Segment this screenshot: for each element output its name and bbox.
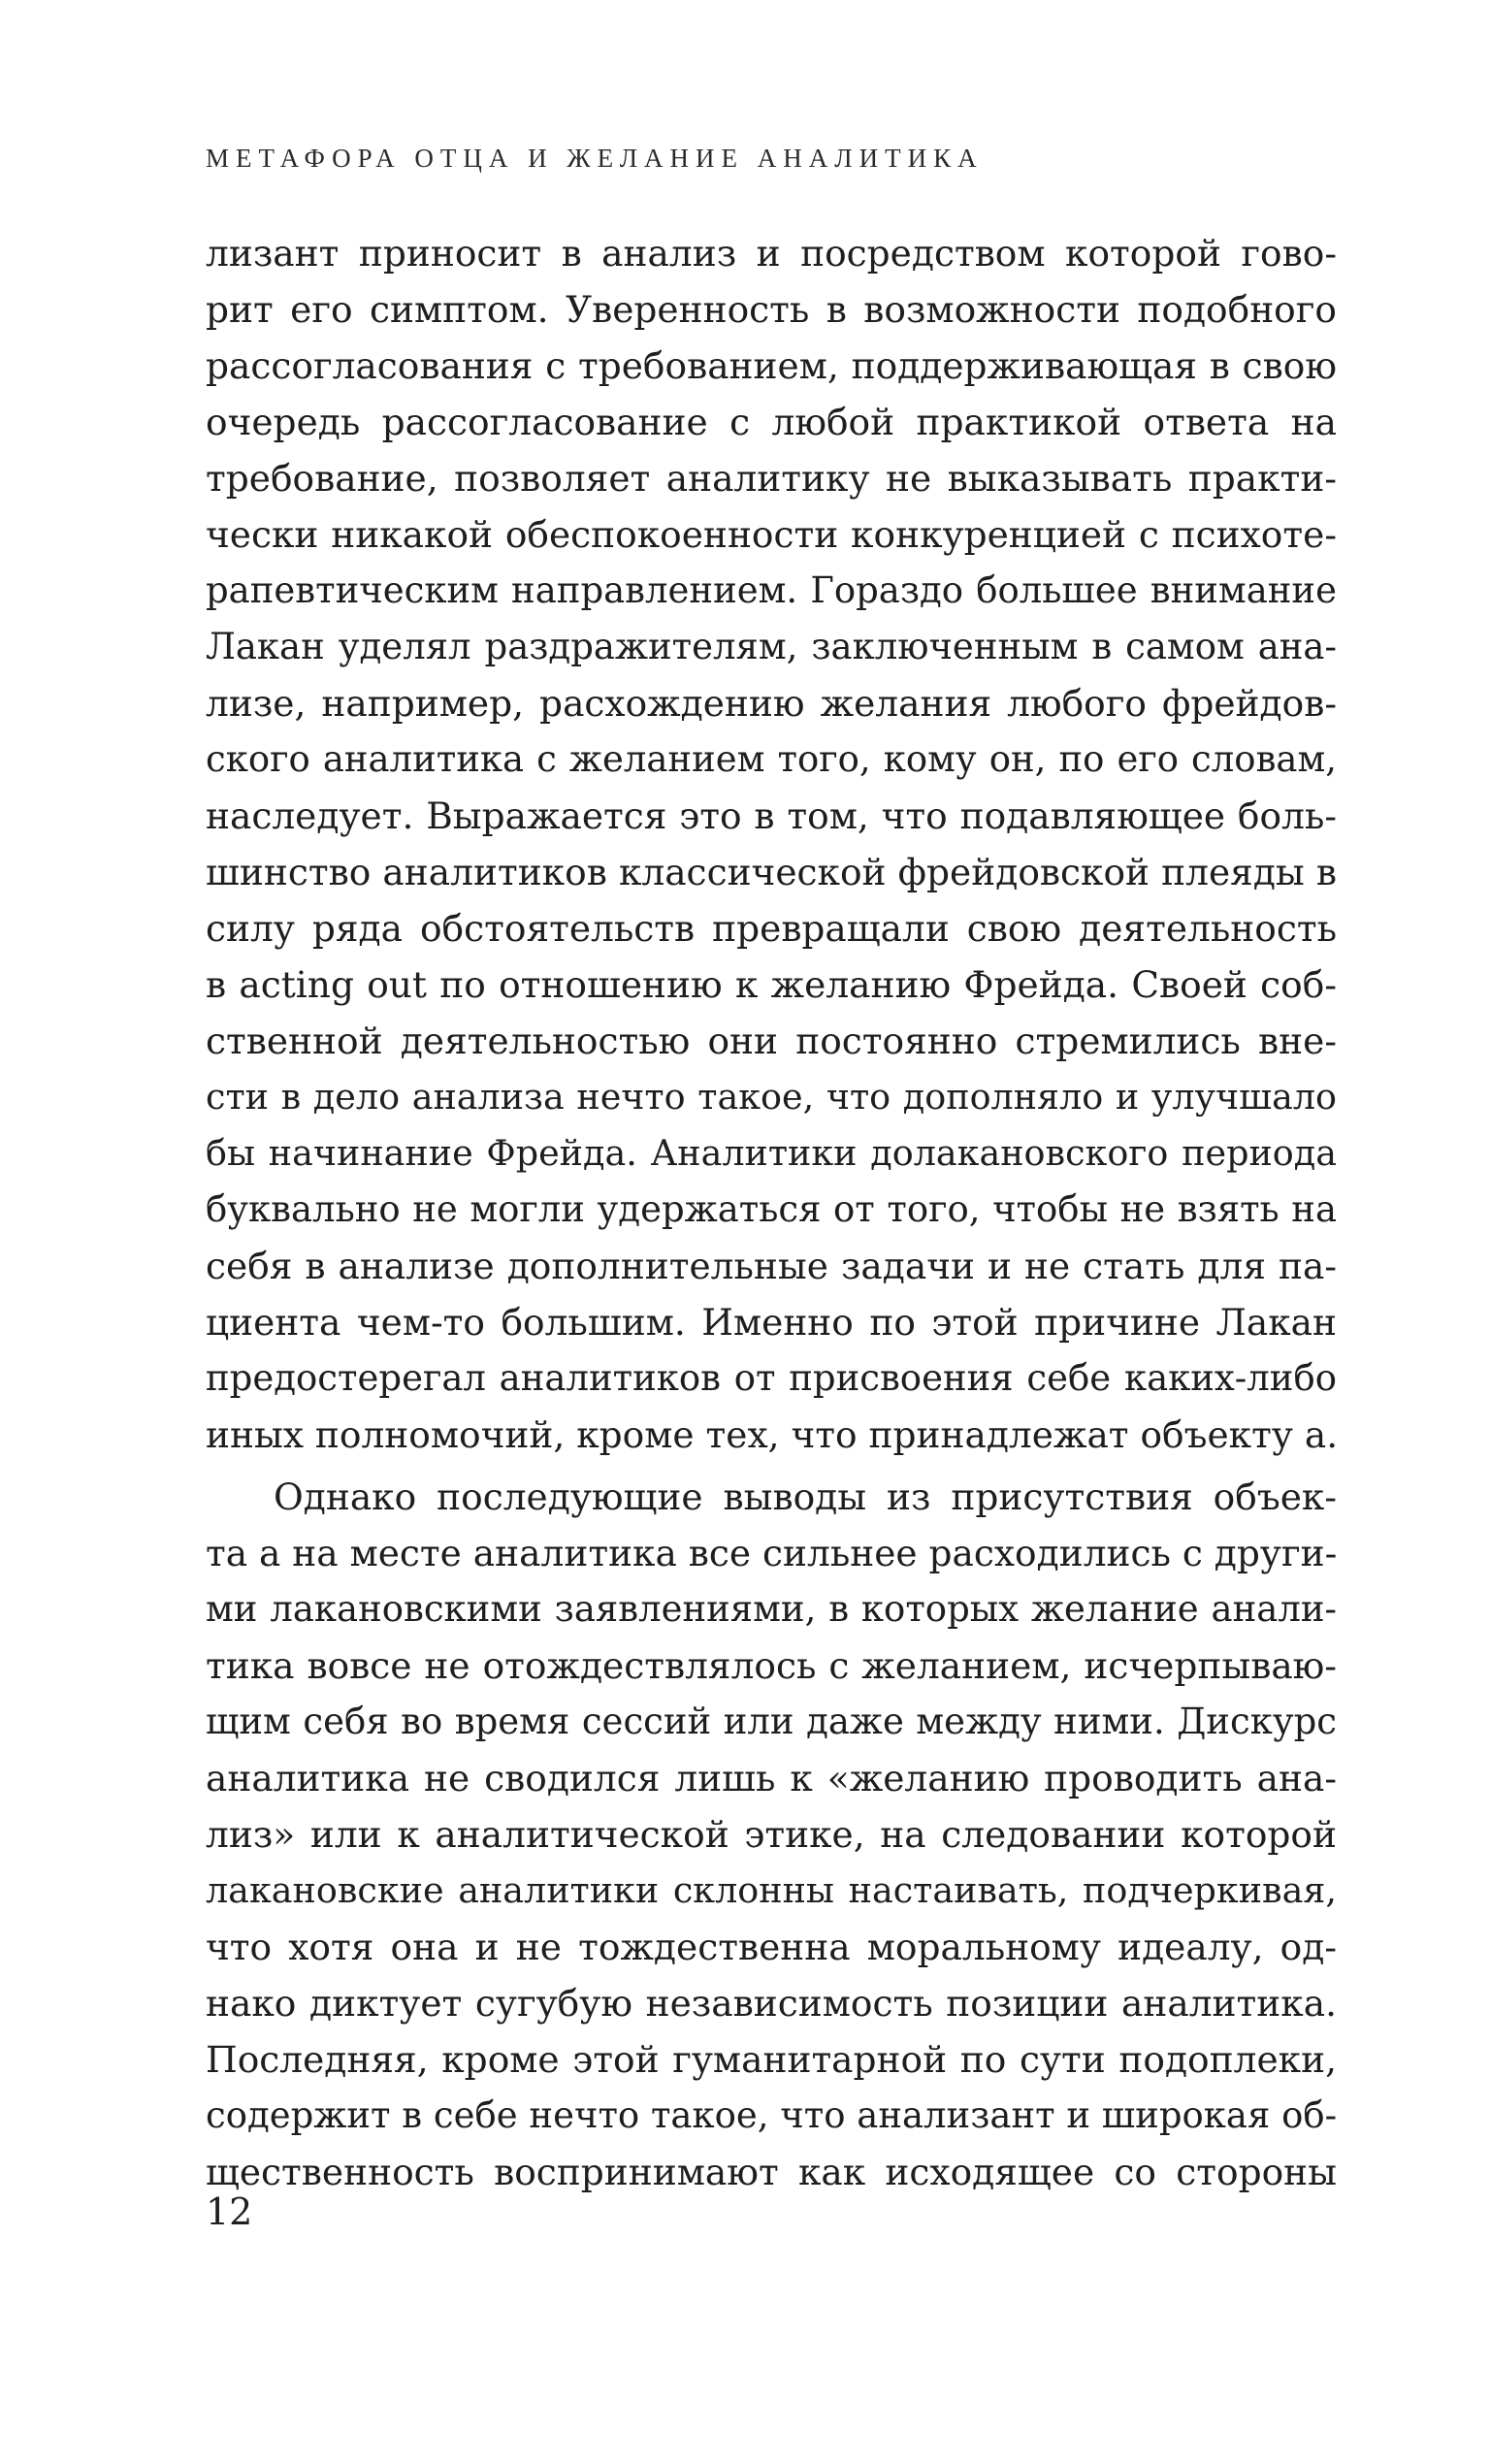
page-number: 12 — [206, 2190, 253, 2233]
running-head: МЕТАФОРА ОТЦА И ЖЕЛАНИЕ АНАЛИТИКА — [206, 144, 984, 173]
text-line: сти в дело анализа нечто такое, что дополняло и улучшало — [206, 1076, 1337, 1118]
text-line: предостерегал аналитиков от присвоения себе каких-либо — [206, 1357, 1337, 1399]
text-line: ского аналитика с желанием того, кому он, по его словам, — [206, 738, 1337, 780]
text-line: лакановские аналитики склонны настаивать, подчеркивая, — [206, 1869, 1337, 1911]
text-line: лиз» или к аналитической этике, на следовании которой — [206, 1813, 1337, 1856]
text-line: рассогласования с требованием, поддерживающая в свою — [206, 344, 1337, 387]
text-line: наследует. Выражается это в том, что подавляющее боль- — [206, 794, 1337, 837]
text-line: Однако последующие выводы из присутствия объек- — [274, 1475, 1337, 1518]
text-line: требование, позволяет аналитику не выказывать практи- — [206, 457, 1337, 500]
text-line: щим себя во время сессий или даже между ними. Дискурс — [206, 1701, 1337, 1742]
paragraph-2 — [206, 1469, 1337, 2200]
text-line: себя в анализе дополнительные задачи и не стать для па- — [206, 1245, 1337, 1287]
text-line: буквально не могли удержаться от того, чтобы не взять на — [206, 1188, 1337, 1230]
text-line: в acting out по отношению к желанию Фрейда. Своей соб- — [206, 963, 1337, 1006]
text-line: Последняя, кроме этой гуманитарной по сути подоплеки, — [206, 2038, 1337, 2081]
text-line: содержит в себе нечто такое, что анализант и широкая об- — [206, 2094, 1338, 2136]
text-line: что хотя она и не тождественна моральному идеалу, од- — [206, 1926, 1337, 1968]
text-line: очередь рассогласование с любой практикой ответа на — [206, 401, 1337, 443]
text-line: силу ряда обстоятельств превращали свою деятельность — [206, 907, 1337, 950]
paragraph-1 — [206, 225, 1337, 1463]
body-text — [206, 225, 1337, 2200]
text-line: лизант приносит в анализ и посредством которой гово- — [206, 232, 1337, 275]
text-line: нако диктует сугубую независимость позиции аналитика. — [206, 1982, 1337, 2025]
text-line: Лакан уделял раздражителям, заключенным в самом ана- — [206, 626, 1337, 667]
text-line: щественность воспринимают как исходящее со стороны — [206, 2151, 1337, 2193]
text-line: циента чем-то большим. Именно по этой причине Лакан — [206, 1301, 1337, 1344]
text-line: ми лакановскими заявлениями, в которых желание анали- — [206, 1588, 1337, 1630]
text-line: чески никакой обеспокоенности конкуренцией с психоте- — [206, 513, 1337, 556]
text-line: тика вовсе не отождествлялось с желанием, исчерпываю- — [206, 1644, 1337, 1687]
text-line: аналитика не сводился лишь к «желанию проводить ана- — [206, 1757, 1337, 1799]
text-line: иных полномочий, кроме тех, что принадлежат объекту а. — [206, 1413, 1339, 1456]
text-line: та а на месте аналитика все сильнее расходились с други- — [206, 1532, 1338, 1574]
text-line: бы начинание Фрейда. Аналитики долакановского периода — [206, 1132, 1337, 1174]
text-line: ственной деятельностью они постоянно стремились вне- — [206, 1020, 1337, 1062]
text-line: шинство аналитиков классической фрейдовской плеяды в — [206, 851, 1337, 893]
text-line: рапевтическим направлением. Гораздо большее внимание — [206, 569, 1337, 611]
text-line: лизе, например, расхождению желания любого фрейдов- — [206, 682, 1337, 725]
text-line: рит его симптом. Уверенность в возможности подобного — [206, 288, 1337, 331]
